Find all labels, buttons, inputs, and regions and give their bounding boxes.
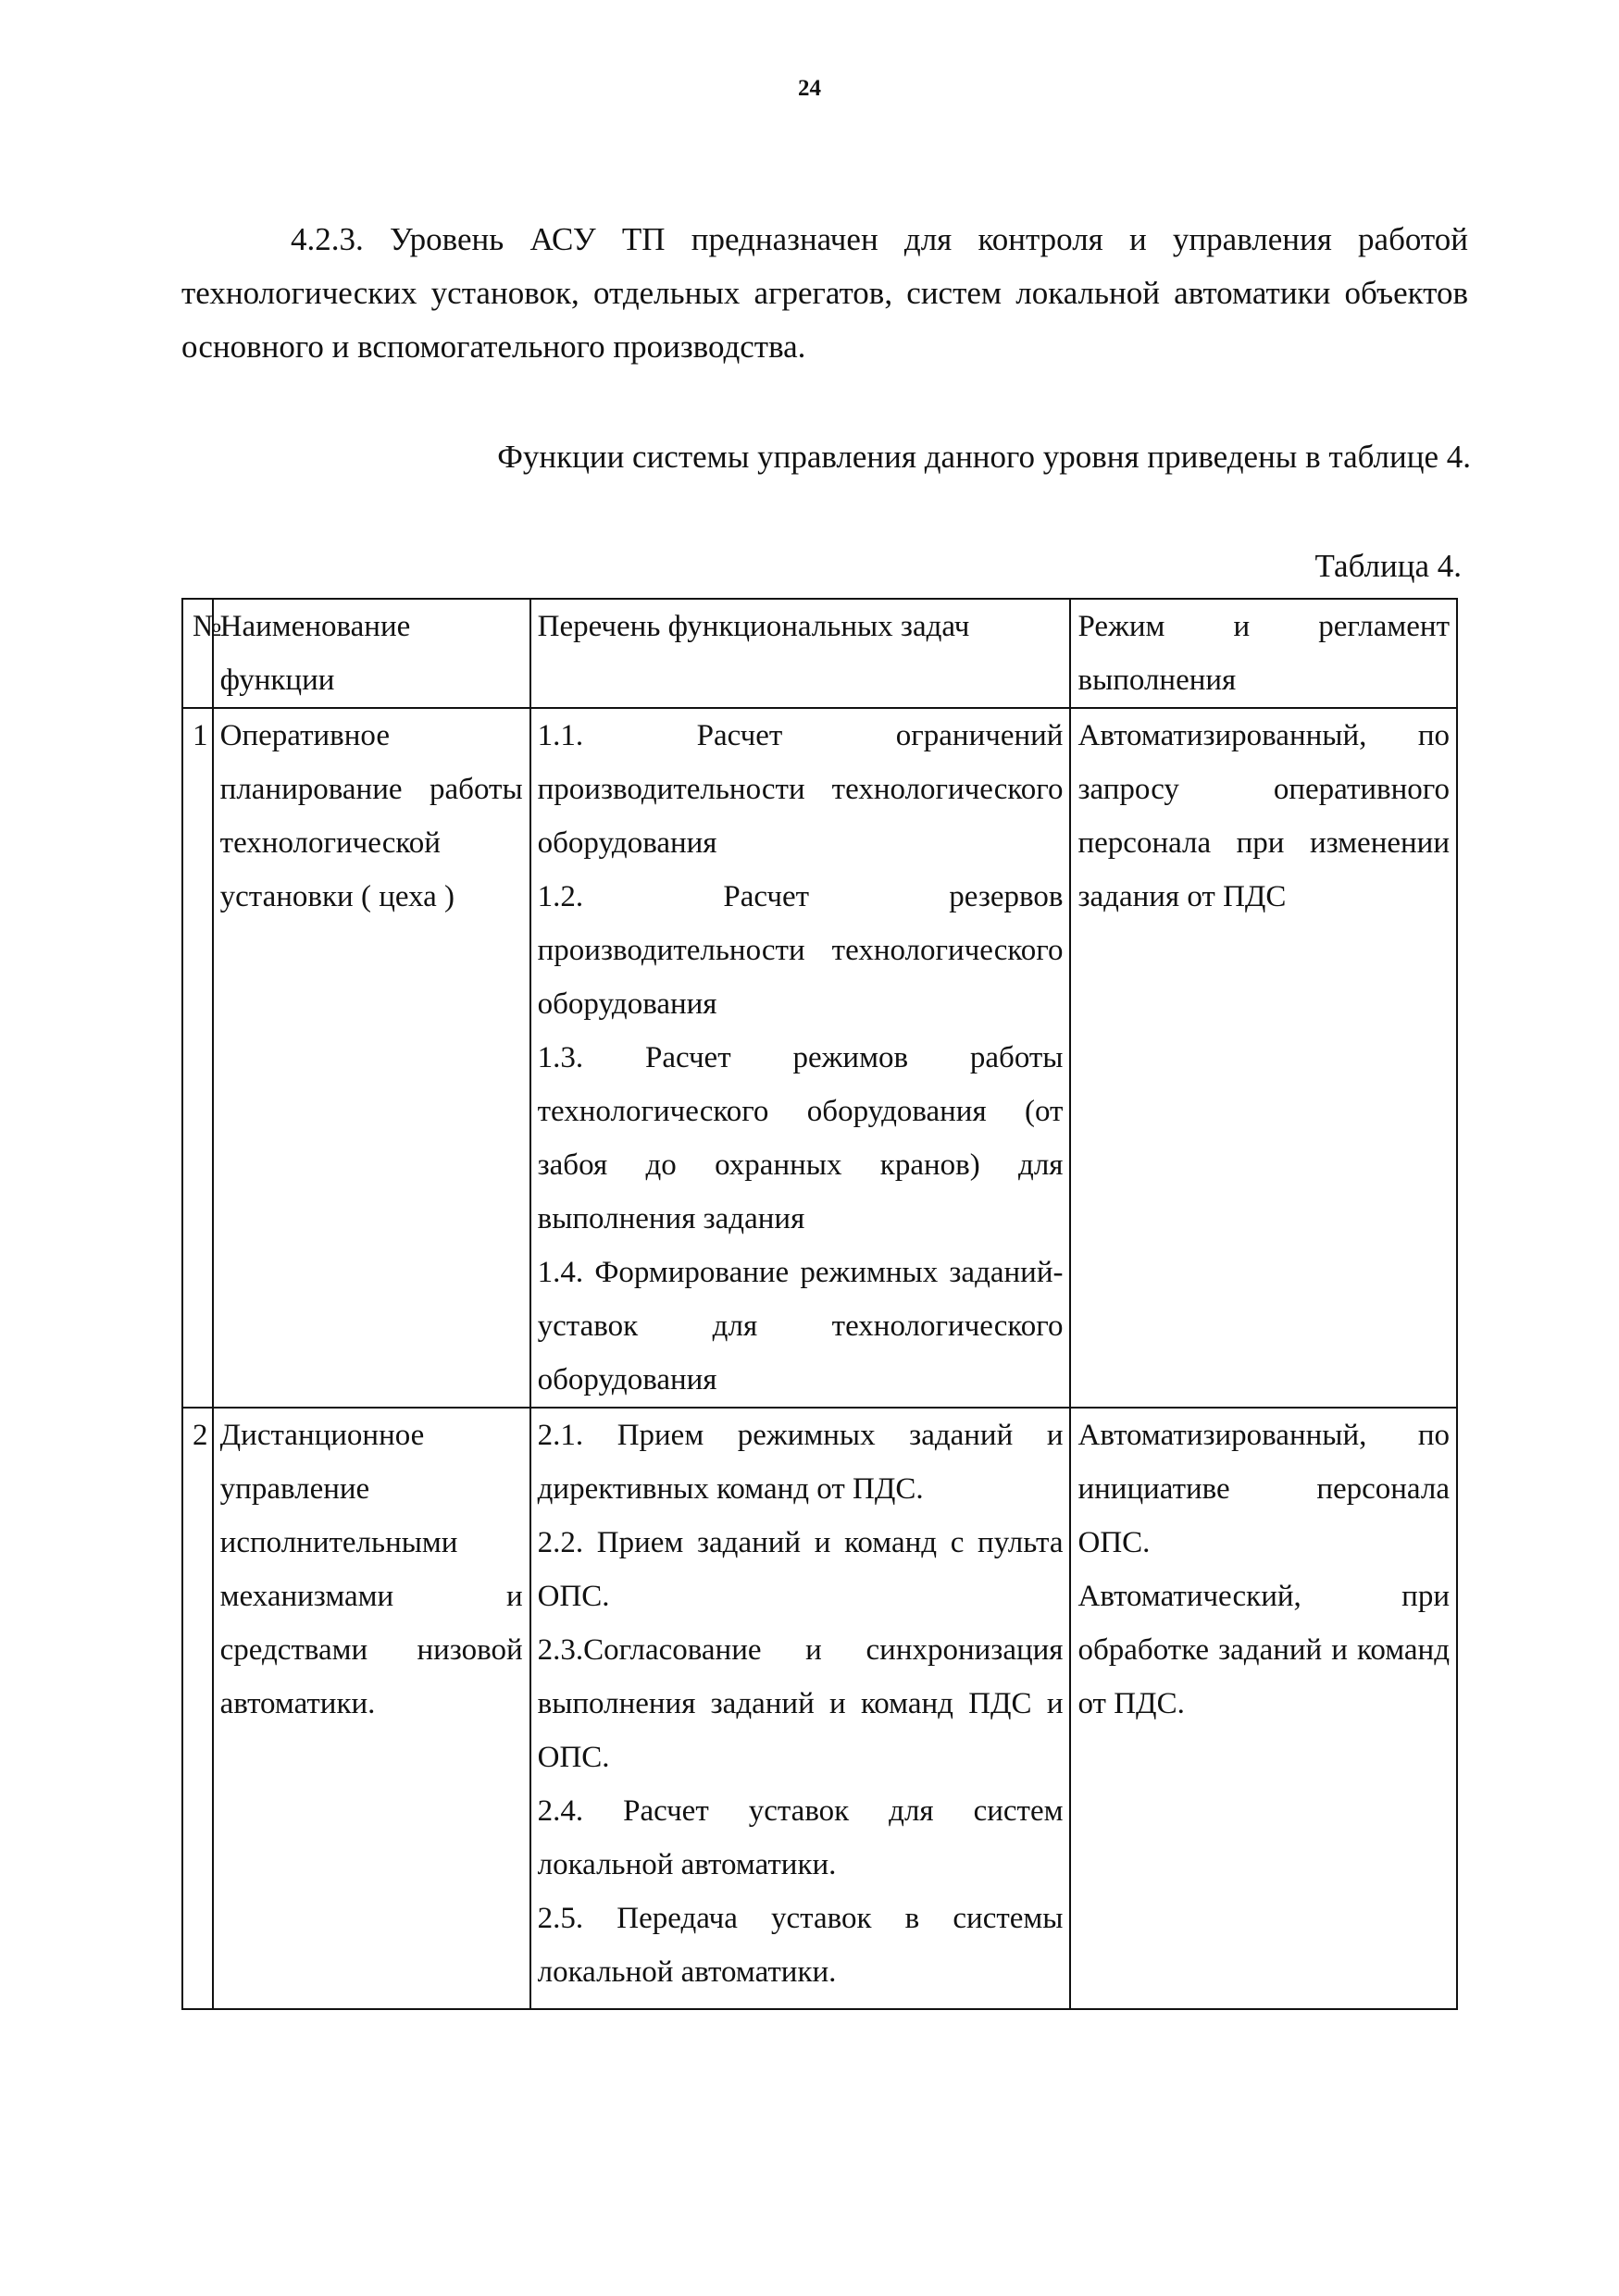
mode-text: Автоматизированный, по инициативе персонала ОПС. [1077, 1419, 1450, 1559]
execution-mode [1070, 708, 1457, 1408]
functions-table [181, 598, 1458, 2010]
table-row [182, 1408, 1457, 2009]
intro-paragraph: 4.2.3. Уровень АСУ ТП предназначен для контроля и управления работой технологических установок, отдельных агрегатов, систем локальной автоматики объектов основного и вспомогательного производства. [181, 221, 1468, 365]
mode-text: Автоматизированный, по запросу оперативного персонала при изменении задания от ПДС [1077, 719, 1450, 913]
task-list [530, 708, 1071, 1408]
functions-sentence: Функции системы управления данного уровня приведены в таблице 4. [497, 439, 1471, 475]
task-list [530, 1408, 1071, 2009]
table-header-row [182, 599, 1457, 708]
task-item: 2.4. Расчет уставок для систем локальной автоматики. [537, 1794, 1064, 1881]
header-mode: Режим и регламент выполнения [1070, 599, 1457, 708]
table-label: Таблица 4. [1314, 548, 1462, 584]
mode-text: Автоматический, при обработке заданий и команд от ПДС. [1077, 1580, 1450, 1720]
function-name: Оперативное планирование работы технологической установки ( цеха ) [213, 708, 530, 1408]
header-function-name: Наименование функции [213, 599, 530, 708]
row-number: 1 [182, 708, 213, 1408]
task-item: 2.1. Прием режимных заданий и директивных команд от ПДС. [537, 1419, 1064, 1506]
header-task-list: Перечень функциональных задач [530, 599, 1071, 708]
header-number: № [182, 599, 213, 708]
execution-mode [1070, 1408, 1457, 2009]
task-item: 1.1. Расчет ограничений производительности технологического оборудования [537, 719, 1064, 860]
task-item: 2.3.Согласование и синхронизация выполнения заданий и команд ПДС и ОПС. [537, 1633, 1064, 1774]
page-number: 24 [798, 76, 821, 101]
task-item: 1.4. Формирование режимных заданий-уставок для технологического оборудования [537, 1256, 1064, 1396]
function-name: Дистанционное управление исполнительными механизмами и средствами низовой автоматики. [213, 1408, 530, 2009]
row-number: 2 [182, 1408, 213, 2009]
task-item: 1.3. Расчет режимов работы технологического оборудования (от забоя до охранных кранов) для выполнения задания [537, 1041, 1064, 1235]
task-item: 1.2. Расчет резервов производительности технологического оборудования [537, 880, 1064, 1021]
task-item: 2.5. Передача уставок в системы локальной автоматики. [537, 1902, 1064, 1989]
table-row [182, 708, 1457, 1408]
task-item: 2.2. Прием заданий и команд с пульта ОПС. [537, 1526, 1064, 1613]
